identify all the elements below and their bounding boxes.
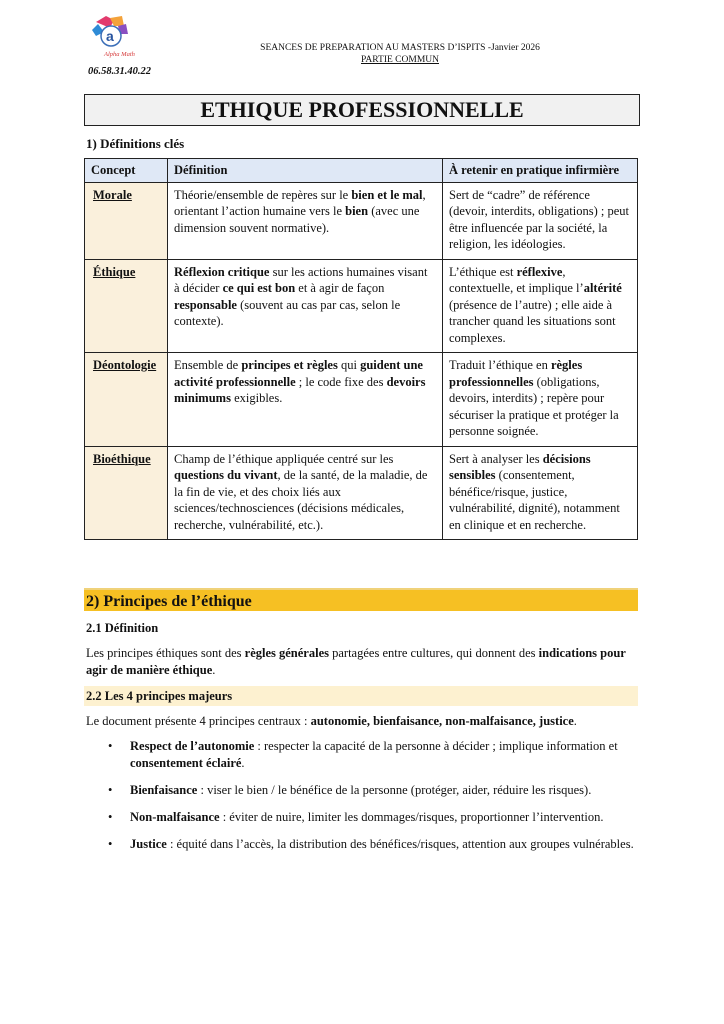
page-title: ETHIQUE PROFESSIONNELLE: [84, 94, 640, 126]
subsection-2-1-heading: 2.1 Définition: [86, 621, 159, 635]
section-2-heading: 2) Principes de l’éthique: [84, 588, 638, 611]
column-header-concept: Concept: [85, 159, 168, 183]
practice-cell: [443, 259, 638, 353]
brand-logo: [84, 16, 156, 60]
emphasis-text: décisions sensibles: [449, 451, 591, 482]
emphasis-text: réflexive: [516, 264, 563, 279]
emphasis-text: principes et règles: [241, 358, 338, 372]
definition-cell: [168, 446, 443, 540]
text-run: partagées entre cultures, qui donnent des: [329, 646, 539, 660]
text-run: (présence de l’autre) ; elle aide à trancher quand les situations sont complexes.: [449, 297, 616, 345]
list-item: [86, 782, 638, 799]
text-run: Le document présente 4 principes centraux :: [86, 714, 311, 728]
text-run: : respecter la capacité de la personne à décider ; implique information et: [254, 739, 618, 753]
emphasis-text: guident une activité professionnelle: [174, 358, 423, 389]
bullet: •: [108, 739, 113, 753]
text-run: ; le code fixe des: [295, 374, 387, 389]
emphasis-text: Réflexion critique: [174, 264, 270, 279]
practice-cell: [443, 182, 638, 259]
text-run: (souvent au cas par cas, selon le contexte).: [174, 297, 401, 328]
table-row: [85, 182, 638, 259]
emphasis-text: consentement éclairé: [130, 756, 242, 770]
text-run: Ensemble de: [174, 358, 242, 372]
practice-cell: [443, 446, 638, 540]
emphasis-text: Bienfaisance: [130, 783, 198, 797]
concept-cell: Déontologie: [85, 353, 168, 447]
document-header: [240, 42, 560, 66]
concept-cell: Bioéthique: [85, 446, 168, 540]
text-run: , orientant l’action humaine vers le: [174, 187, 426, 218]
emphasis-text: règles professionnelles: [449, 358, 583, 389]
text-run: (consentement, bénéfice/risque, justice, vulnérabilité, dignité), notamment en clinique et en recherche.: [449, 468, 620, 532]
emphasis-text: indications pour agir de manière éthique: [86, 646, 626, 677]
emphasis-text: altérité: [583, 281, 622, 295]
text-run: qui: [337, 358, 361, 372]
table-header-row: [85, 159, 638, 183]
definition-cell: [168, 259, 443, 353]
text-run: (obligations, devoirs, interdits) ; repère pour sécuriser la pratique et protéger la personne soignée.: [449, 374, 619, 438]
definition-cell: [168, 353, 443, 447]
text-run: exigibles.: [230, 391, 283, 405]
text-run: : éviter de nuire, limiter les dommages/risques, proportionner l’intervention.: [219, 810, 604, 824]
emphasis-text: autonomie, bienfaisance, non-malfaisance, justice: [310, 714, 574, 728]
logo-text: Alpha Math: [104, 51, 135, 58]
emphasis-text: règles générales: [244, 646, 329, 660]
column-header-practice: À retenir en pratique infirmière: [443, 159, 638, 183]
phone-number: 06.58.31.40.22: [88, 66, 151, 77]
principle-text: [130, 783, 591, 797]
principles-definition-paragraph: [86, 645, 638, 679]
bullet: •: [108, 810, 113, 824]
bullet: •: [108, 783, 113, 797]
text-run: Sert de “cadre” de référence (devoir, interdits, obligations) ; peut être influencée par la société, la religion, les idéologies.: [449, 187, 630, 251]
text-run: .: [573, 714, 577, 728]
definition-cell: [168, 182, 443, 259]
text-run: L’éthique est: [449, 264, 517, 279]
text-run: , contextuelle, et implique l’: [449, 264, 584, 295]
table-row: [85, 259, 638, 353]
principle-text: [130, 837, 634, 851]
text-run: et à agir de façon: [295, 281, 385, 295]
definitions-table: [84, 158, 638, 540]
text-run: (avec une dimension souvent normative).: [174, 204, 420, 235]
emphasis-text: Justice: [130, 837, 167, 851]
concept-cell: Morale: [85, 182, 168, 259]
text-run: : viser le bien / le bénéfice de la personne (protéger, aider, réduire les risques).: [197, 783, 592, 797]
list-item: [86, 836, 638, 853]
column-header-definition: Définition: [168, 159, 443, 183]
emphasis-text: Respect de l’autonomie: [130, 739, 255, 753]
text-run: .: [241, 756, 245, 770]
subsection-2-2-heading: 2.2 Les 4 principes majeurs: [84, 686, 638, 706]
principles-intro: [86, 714, 577, 729]
text-run: Théorie/ensemble de repères sur le: [174, 187, 352, 202]
principles-list: [86, 738, 638, 863]
emphasis-text: responsable: [174, 297, 237, 312]
concept-cell: Éthique: [85, 259, 168, 353]
emphasis-text: questions du vivant: [174, 468, 278, 482]
emphasis-text: devoirs minimums: [174, 374, 426, 405]
emphasis-text: bien: [345, 204, 369, 218]
text-run: , de la santé, de la maladie, de la fin de vie, et des choix liés aux sciences/technosciences (décisions médicales, recherche, vulnérabilité, etc.).: [174, 468, 428, 532]
table-row: [85, 353, 638, 447]
svg-text:a: a: [106, 28, 114, 44]
text-run: : équité dans l’accès, la distribution des bénéfices/risques, attention aux groupes vulnérables.: [166, 837, 634, 851]
header-line-2: PARTIE COMMUN: [361, 55, 439, 65]
text-run: .: [212, 663, 216, 677]
table-row: [85, 446, 638, 540]
section-1-heading: 1) Définitions clés: [86, 136, 185, 151]
text-run: Champ de l’éthique appliquée centré sur les: [174, 451, 394, 466]
principle-text: [130, 810, 604, 824]
header-line-1: SEANCES DE PREPARATION AU MASTERS D’ISPITS -Janvier 2026: [260, 43, 540, 53]
list-item: [86, 738, 638, 772]
text-run: Sert à analyser les: [449, 451, 543, 466]
text-run: Les principes éthiques sont des: [86, 646, 245, 660]
principle-text: [130, 739, 618, 770]
emphasis-text: ce qui est bon: [222, 281, 296, 295]
emphasis-text: Non-malfaisance: [130, 810, 220, 824]
text-run: sur les actions humaines visant à décider: [174, 264, 428, 295]
bullet: •: [108, 837, 113, 851]
list-item: [86, 809, 638, 826]
practice-cell: [443, 353, 638, 447]
emphasis-text: bien et le mal: [351, 187, 423, 202]
text-run: Traduit l’éthique en: [449, 358, 551, 372]
